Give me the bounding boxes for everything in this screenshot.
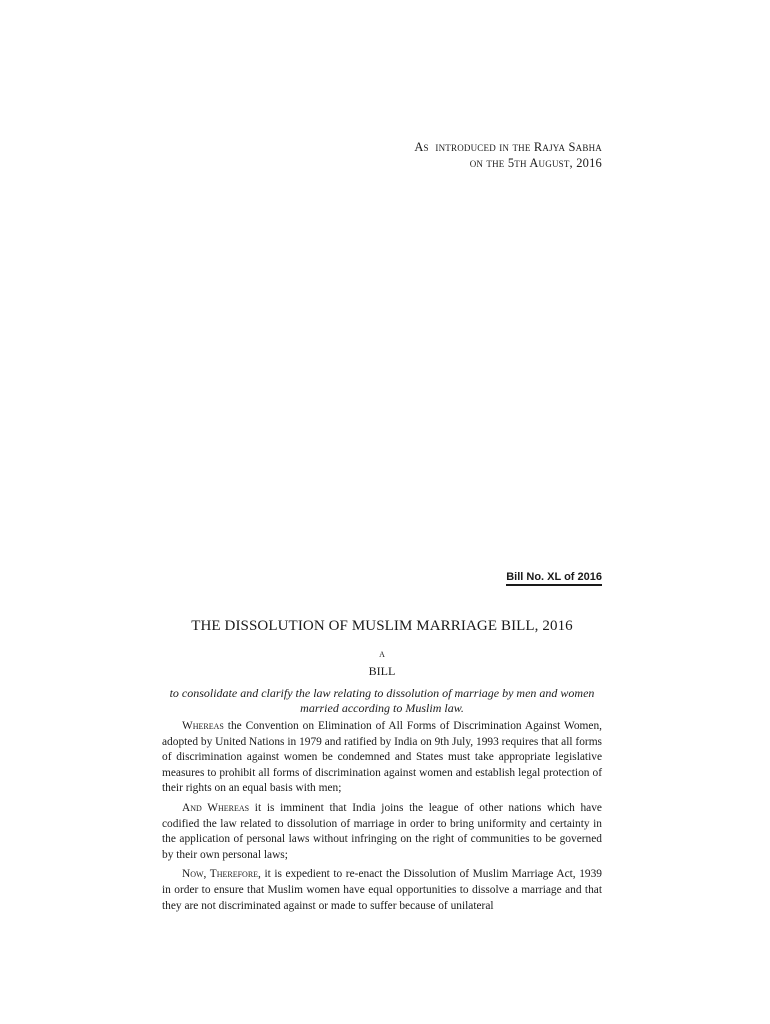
header-house: introduced in the Rajya Sabha bbox=[435, 140, 602, 154]
preamble bbox=[162, 719, 602, 918]
paragraph-and-whereas bbox=[162, 801, 602, 863]
header-lead: As bbox=[414, 140, 429, 154]
article-a: A bbox=[379, 650, 385, 659]
paragraph-text: it is expedient to re-enact the Dissolution of Muslim Marriage Act, 1939 in order to ensure that Muslim women have equal opportunities to dissolve a marriage and that they are not discriminated against or made to suffer because of unilateral bbox=[162, 868, 602, 912]
bill-label: BILL bbox=[368, 664, 396, 678]
paragraph-now-therefore bbox=[162, 867, 602, 914]
header-line-2: on the 5th August, 2016 bbox=[469, 156, 602, 170]
introduction-header bbox=[414, 139, 602, 171]
paragraph-lead: Now, Therefore, bbox=[182, 868, 261, 881]
bill-number: Bill No. XL of 2016 bbox=[506, 571, 602, 586]
bill-purpose: to consolidate and clarify the law relating to dissolution of marriage by men and women married according to Muslim law. bbox=[169, 686, 595, 715]
paragraph-text: it is imminent that India joins the league of other nations which have codified the law related to dissolution of marriage in order to bring uniformity and certainty in the application of personal laws without infringing on the right of communities to be governed by their own personal laws; bbox=[162, 801, 602, 861]
header-line-1 bbox=[414, 139, 602, 155]
paragraph-lead: And Whereas bbox=[182, 801, 250, 814]
paragraph-whereas bbox=[162, 719, 602, 797]
paragraph-text: the Convention on Elimination of All Forms of Discrimination Against Women, adopted by United Nations in 1979 and ratified by India on 9th July, 1993 requires that all forms of discrimination against women be condemned and States must take appropriate legislative measures to prohibit all forms of discrimination against women and establish legal protection of their rights on an equal basis with men; bbox=[162, 720, 602, 795]
bill-title: THE DISSOLUTION OF MUSLIM MARRIAGE BILL, 2016 bbox=[191, 618, 573, 634]
paragraph-lead: Whereas bbox=[182, 720, 224, 732]
